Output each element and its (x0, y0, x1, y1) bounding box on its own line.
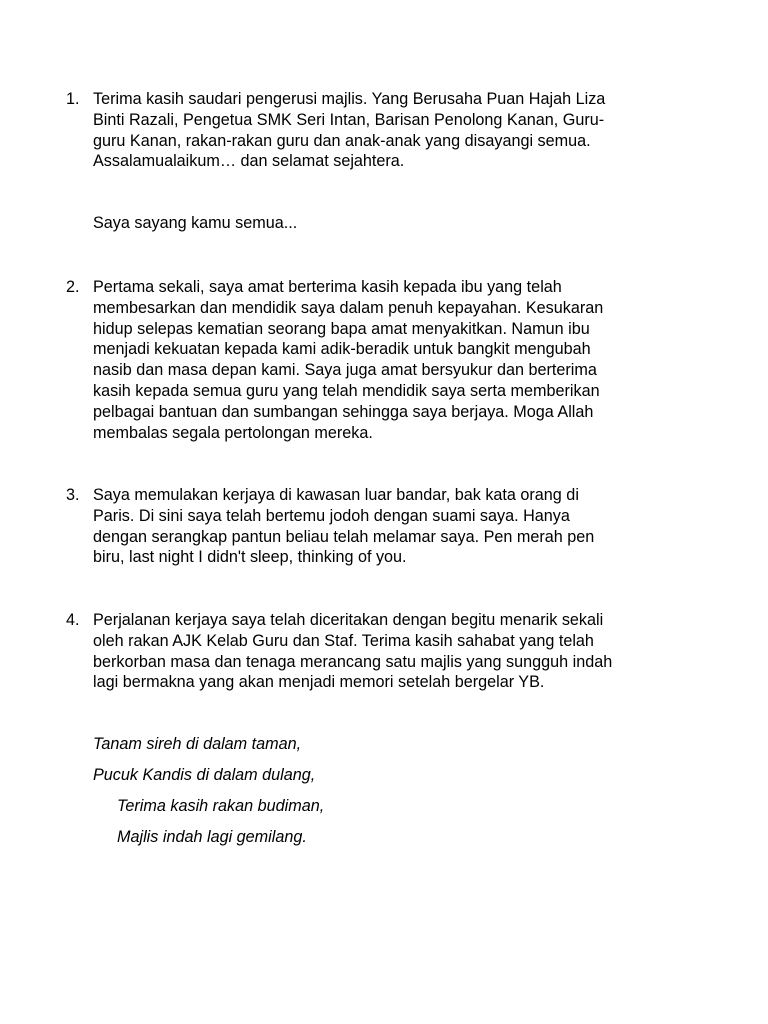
numbered-paragraph-4 (66, 610, 686, 693)
paragraph-line: Pertama sekali, saya amat berterima kasih kepada ibu yang telah (93, 278, 562, 296)
pantun-line-3: Terima kasih rakan budiman, (117, 797, 325, 815)
paragraph-line: menjadi kekuatan kepada kami adik-beradik untuk bangkit mengubah (93, 340, 591, 359)
paragraph-line: Paris. Di sini saya telah bertemu jodoh dengan suami saya. Hanya (93, 506, 570, 525)
paragraph-line: Binti Razali, Pengetua SMK Seri Intan, Barisan Penolong Kanan, Guru- (93, 110, 605, 129)
paragraph-line: Terima kasih saudari pengerusi majlis. Yang Berusaha Puan Hajah Liza (93, 90, 606, 108)
paragraph-line: kasih kepada semua guru yang telah mendidik saya serta memberikan (93, 381, 600, 400)
paragraph-line: nasib dan masa depan kami. Saya juga amat bersyukur dan berterima (93, 361, 597, 380)
paragraph-line: Perjalanan kerjaya saya telah diceritakan dengan begitu menarik sekali (93, 611, 604, 629)
paragraph-text (93, 485, 686, 568)
paragraph-number: 4. (66, 611, 80, 629)
numbered-paragraph-1 (66, 89, 686, 172)
numbered-paragraph-3 (66, 485, 686, 568)
paragraph-line: Saya memulakan kerjaya di kawasan luar bandar, bak kata orang di (93, 486, 579, 504)
paragraph-number: 1. (66, 90, 80, 108)
paragraph-line: dengan serangkap pantun beliau telah melamar saya. Pen merah pen (93, 527, 595, 546)
paragraph-line: hidup selepas kematian seorang bapa amat menyakitkan. Namun ibu (93, 319, 590, 338)
paragraph-text (93, 277, 686, 443)
paragraph-line: pelbagai bantuan dan sumbangan sehingga saya berjaya. Moga Allah (93, 402, 594, 421)
pantun-line-4: Majlis indah lagi gemilang. (117, 828, 307, 846)
paragraph-line: berkorban masa dan tenaga merancang satu majlis yang sungguh indah (93, 652, 613, 671)
numbered-paragraph-2 (66, 277, 686, 443)
paragraph-line: Assalamualaikum… dan selamat sejahtera. (93, 152, 405, 171)
affection-note: Saya sayang kamu semua... (93, 214, 298, 232)
pantun-line-2: Pucuk Kandis di dalam dulang, (93, 766, 316, 784)
paragraph-number: 3. (66, 486, 80, 504)
paragraph-line: membalas segala pertolongan mereka. (93, 423, 373, 442)
pantun-line-1: Tanam sireh di dalam taman, (93, 735, 302, 753)
paragraph-line: guru Kanan, rakan-rakan guru dan anak-anak yang disayangi semua. (93, 131, 591, 150)
paragraph-line: lagi bermakna yang akan menjadi memori setelah bergelar YB. (93, 673, 545, 692)
paragraph-line: oleh rakan AJK Kelab Guru dan Staf. Terima kasih sahabat yang telah (93, 631, 594, 650)
paragraph-text (93, 610, 686, 693)
paragraph-line: membesarkan dan mendidik saya dalam penuh kepayahan. Kesukaran (93, 298, 604, 317)
paragraph-text (93, 89, 686, 172)
paragraph-number: 2. (66, 278, 80, 296)
paragraph-line: biru, last night I didn't sleep, thinking of you. (93, 548, 407, 567)
